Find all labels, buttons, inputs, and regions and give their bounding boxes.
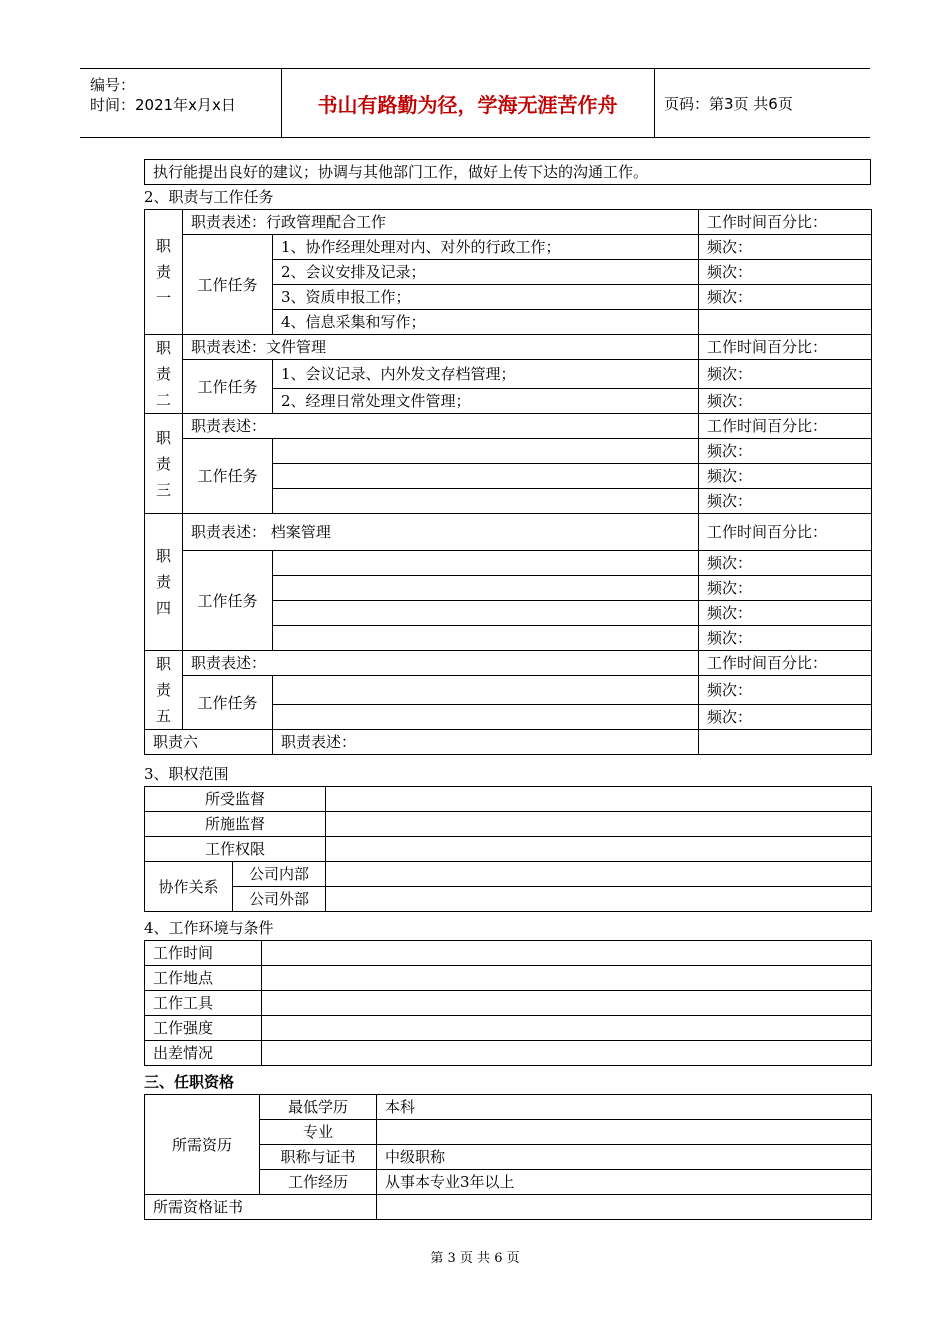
task-item xyxy=(273,489,699,514)
task-item xyxy=(273,464,699,489)
environment-label: 出差情况 xyxy=(145,1041,262,1066)
frequency-label: 频次： xyxy=(699,235,872,260)
frequency-label: 频次： xyxy=(699,551,872,576)
frequency-label: 频次： xyxy=(699,464,872,489)
time-percent-label: 工作时间百分比： xyxy=(699,335,872,360)
header-motto: 书山有路勤为径，学海无涯苦作舟 xyxy=(317,92,618,117)
environment-table xyxy=(144,940,872,1066)
duty-description: 职责表述：行政管理配合工作 xyxy=(183,210,699,235)
task-item: 4、信息采集和写作； xyxy=(273,310,699,335)
frequency-label: 频次： xyxy=(699,626,872,651)
document-number: 编号： xyxy=(90,76,136,94)
empty-cell xyxy=(699,730,872,755)
authority-label: 所施监督 xyxy=(145,812,326,837)
qualification-value: 中级职称 xyxy=(377,1145,872,1170)
qualification-label: 专业 xyxy=(260,1120,377,1145)
qualification-label: 工作经历 xyxy=(260,1170,377,1195)
environment-value xyxy=(262,1016,872,1041)
environment-label: 工作工具 xyxy=(145,991,262,1016)
empty-cell xyxy=(699,310,872,335)
duty-description: 职责表述： 档案管理 xyxy=(183,514,699,551)
environment-label: 工作强度 xyxy=(145,1016,262,1041)
duty-name: 职责四 xyxy=(145,514,183,651)
duty-name: 职责三 xyxy=(145,414,183,514)
time-percent-label: 工作时间百分比： xyxy=(699,514,872,551)
cooperation-label: 协作关系 xyxy=(145,862,233,912)
qualification-group-label: 所需资历 xyxy=(145,1095,260,1195)
qualification-label: 职称与证书 xyxy=(260,1145,377,1170)
task-item: 3、资质申报工作； xyxy=(273,285,699,310)
task-label: 工作任务 xyxy=(183,439,273,514)
certificate-value xyxy=(377,1195,872,1220)
certificate-label: 所需资格证书 xyxy=(145,1195,377,1220)
task-item: 1、会议记录、内外发文存档管理； xyxy=(273,360,699,389)
qualification-table xyxy=(144,1094,872,1220)
duty-description: 职责表述： xyxy=(183,414,699,439)
frequency-label: 频次： xyxy=(699,576,872,601)
frequency-label: 频次： xyxy=(699,489,872,514)
qualification-value: 本科 xyxy=(377,1095,872,1120)
section-title: 3、职权范围 xyxy=(144,765,229,783)
time-percent-label: 工作时间百分比： xyxy=(699,210,872,235)
task-item xyxy=(273,439,699,464)
task-item: 2、经理日常处理文件管理； xyxy=(273,389,699,414)
environment-label: 工作地点 xyxy=(145,966,262,991)
task-item: 1、协作经理处理对内、对外的行政工作； xyxy=(273,235,699,260)
section-title: 2、职责与工作任务 xyxy=(144,188,274,206)
cooperation-internal-label: 公司内部 xyxy=(233,862,326,887)
duty-name: 职责五 xyxy=(145,651,183,730)
cooperation-external-label: 公司外部 xyxy=(233,887,326,912)
time-percent-label: 工作时间百分比： xyxy=(699,414,872,439)
authority-value xyxy=(326,862,872,887)
duty-description: 职责表述：文件管理 xyxy=(183,335,699,360)
frequency-label: 频次： xyxy=(699,389,872,414)
header-divider xyxy=(654,69,655,137)
task-label: 工作任务 xyxy=(183,360,273,414)
duty-name: 职责六 xyxy=(145,730,273,755)
qualification-value xyxy=(377,1120,872,1145)
qualification-value: 从事本专业3年以上 xyxy=(377,1170,872,1195)
authority-label: 所受监督 xyxy=(145,787,326,812)
authority-value xyxy=(326,812,872,837)
task-item xyxy=(273,551,699,576)
task-item xyxy=(273,576,699,601)
frequency-label: 频次： xyxy=(699,676,872,705)
qualification-label: 最低学历 xyxy=(260,1095,377,1120)
section-title: 4、工作环境与条件 xyxy=(144,919,274,937)
duty-description: 职责表述： xyxy=(273,730,699,755)
page-header xyxy=(80,68,870,138)
header-meta xyxy=(90,75,236,115)
task-label: 工作任务 xyxy=(183,676,273,730)
task-item xyxy=(273,626,699,651)
frequency-label: 频次： xyxy=(699,705,872,730)
task-item xyxy=(273,705,699,730)
frequency-label: 频次： xyxy=(699,439,872,464)
environment-value xyxy=(262,941,872,966)
authority-value xyxy=(326,887,872,912)
duty-description: 职责表述： xyxy=(183,651,699,676)
time-percent-label: 工作时间百分比： xyxy=(699,651,872,676)
task-item xyxy=(273,601,699,626)
frequency-label: 频次： xyxy=(699,285,872,310)
section-title: 三、任职资格 xyxy=(144,1073,235,1091)
authority-label: 工作权限 xyxy=(145,837,326,862)
page-footer: 第 3 页 共 6 页 xyxy=(430,1251,520,1266)
authority-value xyxy=(326,837,872,862)
intro-table xyxy=(144,159,871,185)
duty-name: 职责一 xyxy=(145,210,183,335)
frequency-label: 频次： xyxy=(699,260,872,285)
task-label: 工作任务 xyxy=(183,235,273,335)
environment-value xyxy=(262,966,872,991)
environment-value xyxy=(262,991,872,1016)
environment-label: 工作时间 xyxy=(145,941,262,966)
intro-text: 执行能提出良好的建议；协调与其他部门工作，做好上传下达的沟通工作。 xyxy=(145,160,871,185)
page-number-label: 页码：第3页 共6页 xyxy=(664,94,793,113)
duty-name: 职责二 xyxy=(145,335,183,414)
task-item: 2、会议安排及记录； xyxy=(273,260,699,285)
authority-value xyxy=(326,787,872,812)
duties-table xyxy=(144,209,872,755)
frequency-label: 频次： xyxy=(699,360,872,389)
frequency-label: 频次： xyxy=(699,601,872,626)
task-label: 工作任务 xyxy=(183,551,273,651)
authority-table xyxy=(144,786,872,912)
environment-value xyxy=(262,1041,872,1066)
task-item xyxy=(273,676,699,705)
document-date: 时间：2021年x月x日 xyxy=(90,96,236,114)
